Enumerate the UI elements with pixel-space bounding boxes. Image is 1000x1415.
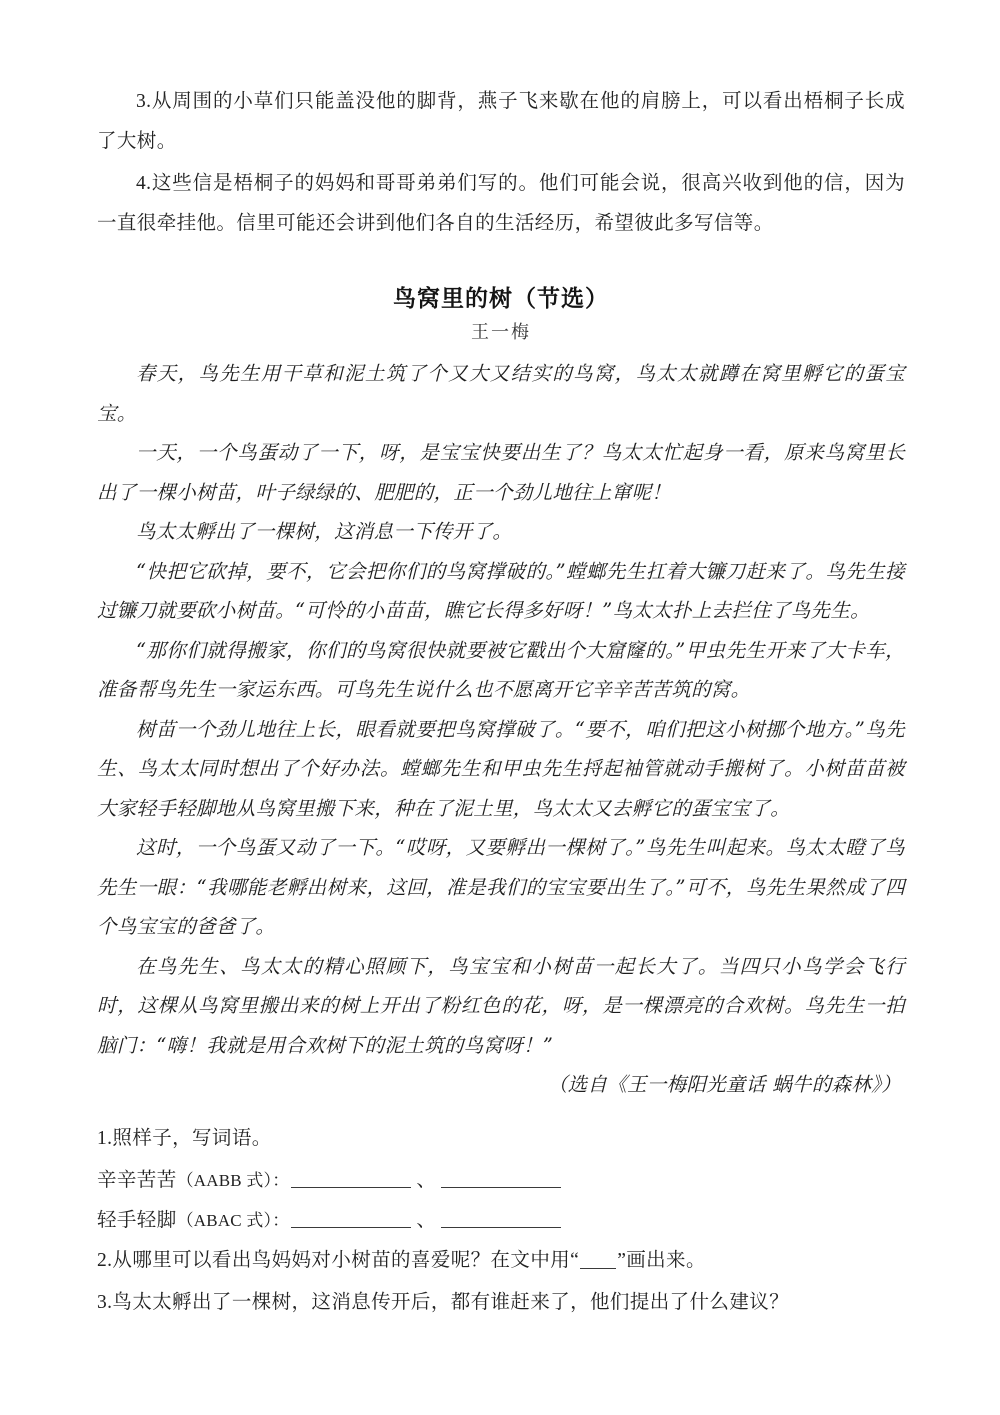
questions-section [97, 1119, 905, 1323]
question-1-prompt: 1.照样子，写词语。 [97, 1127, 272, 1149]
pattern-label-aabb: （AABB 式）： [176, 1170, 290, 1190]
word-example-aabb: 辛辛苦苦 [97, 1169, 177, 1191]
answer-item-4: 4.这些信是梧桐子的妈妈和哥哥弟弟们写的。他们可能会说，很高兴收到他的信，因为一直很牵挂他。信里可能还会讲到他们各自的生活经历，希望彼此多写信等。 [97, 173, 905, 234]
article-title: 鸟窝里的树（节选） [393, 286, 609, 312]
article-author: 王一梅 [471, 322, 531, 342]
blank-separator: 、 [416, 1169, 437, 1191]
article-paragraph: 一天，一个鸟蛋动了一下，呀，是宝宝快要出生了？鸟太太忙起身一看，原来鸟窝里长出了一棵小树苗，叶子绿绿的、肥肥的，正一个劲儿地往上窜呢！ [97, 441, 905, 504]
title-spacer [97, 246, 905, 282]
question-1-row-aabb [97, 1161, 905, 1201]
article-paragraph: 鸟太太孵出了一棵树，这消息一下传开了。 [136, 520, 513, 543]
article-paragraph: “那你们就得搬家，你们的鸟窝很快就要被它戳出个大窟窿的。”甲虫先生开来了大卡车，准备帮鸟先生一家运东西。可鸟先生说什么也不愿离开它辛辛苦苦筑的窝。 [97, 638, 905, 701]
blank-separator: 、 [416, 1209, 437, 1231]
article-paragraph: 在鸟先生、鸟太太的精心照顾下，鸟宝宝和小树苗一起长大了。当四只小鸟学会飞行时，这棵从鸟窝里搬出来的树上开出了粉红色的花，呀，是一棵漂亮的合欢树。鸟先生一拍脑门：“嗨！我就是用合欢树下的泥土筑的鸟窝呀！” [97, 954, 905, 1057]
question-2 [97, 1241, 905, 1281]
question-2-text-before: 2.从哪里可以看出鸟妈妈对小树苗的喜爱呢？在文中用“ [97, 1249, 580, 1271]
questions-spacer [97, 1105, 905, 1119]
question-2-text-after: ”画出来。 [617, 1249, 706, 1271]
article-paragraph: 春天，鸟先生用干草和泥土筑了个又大又结实的鸟窝，鸟太太就蹲在窝里孵它的蛋宝宝。 [97, 362, 905, 425]
inline-underline-mark [580, 1250, 616, 1269]
pattern-label-abac: （ABAC 式）： [176, 1210, 290, 1230]
answer-item-3: 3.从周围的小草们只能盖没他的脚背，燕子飞来歇在他的肩膀上，可以看出梧桐子长成了大树。 [97, 91, 905, 152]
article-paragraph: 树苗一个劲儿地往上长，眼看就要把鸟窝撑破了。“要不，咱们把这小树挪个地方。”鸟先生、鸟太太同时想出了个好办法。螳螂先生和甲虫先生捋起袖管就动手搬树了。小树苗苗被大家轻手轻脚地从鸟窝里搬下来，种在了泥土里，鸟太太又去孵它的蛋宝宝了。 [97, 717, 905, 820]
article-paragraph: “快把它砍掉，要不，它会把你们的鸟窝撑破的。”螳螂先生扛着大镰刀赶来了。鸟先生接过镰刀就要砍小树苗。“可怜的小苗苗，瞧它长得多好呀！”鸟太太扑上去拦住了鸟先生。 [97, 559, 905, 622]
answer-blank[interactable] [441, 1168, 561, 1188]
question-3: 3.鸟太太孵出了一棵树，这消息传开后，都有谁赶来了，他们提出了什么建议？ [97, 1291, 790, 1313]
answer-blank[interactable] [291, 1168, 411, 1188]
answer-blank[interactable] [441, 1208, 561, 1228]
article-body [97, 354, 905, 1105]
page-content [97, 82, 905, 1325]
article-source: （选自《王一梅阳光童话 蜗牛的森林》） [547, 1073, 901, 1096]
answers-top-section [97, 82, 905, 244]
answer-blank[interactable] [291, 1208, 411, 1228]
article-paragraph: 这时，一个鸟蛋又动了一下。“哎呀，又要孵出一棵树了。”鸟先生叫起来。鸟太太瞪了鸟先生一眼：“我哪能老孵出树来，这回，准是我们的宝宝要出生了。”可不，鸟先生果然成了四个鸟宝宝的爸爸了。 [97, 836, 905, 938]
word-example-abac: 轻手轻脚 [97, 1209, 177, 1231]
question-1-row-abac [97, 1201, 905, 1241]
